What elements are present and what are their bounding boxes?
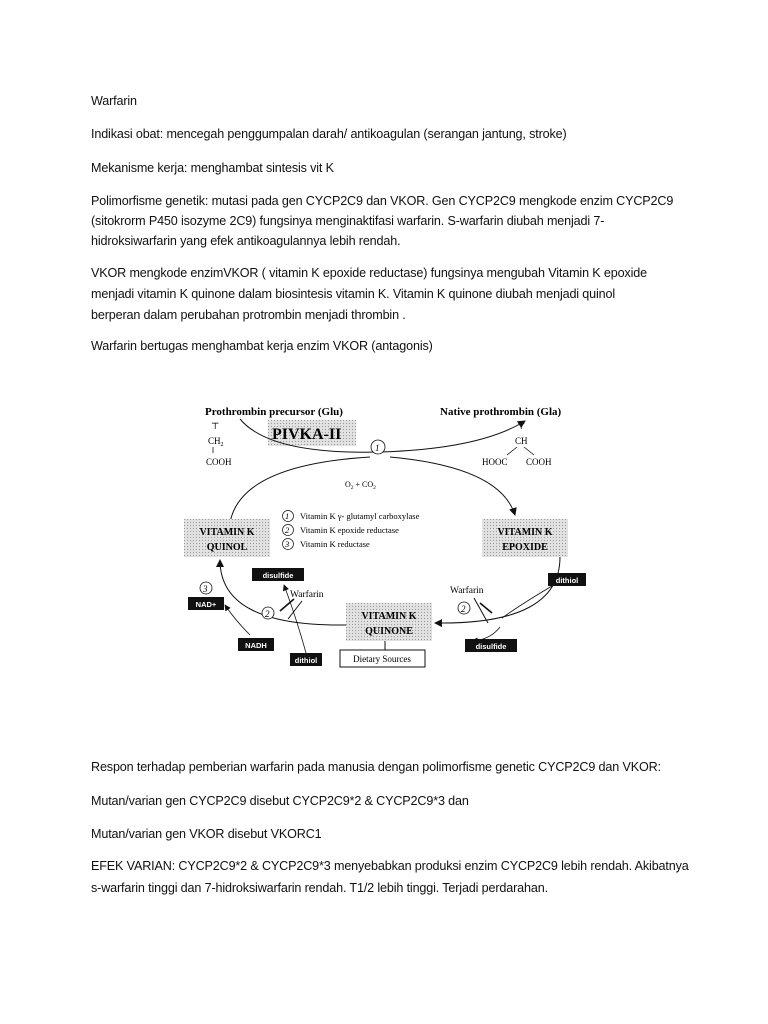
step-3-label: 3 bbox=[203, 584, 208, 594]
nadh-to-nad-arrow bbox=[225, 605, 250, 635]
bond-glyph-right: ⊤ bbox=[517, 421, 526, 431]
legend-text-3: Vitamin K reductase bbox=[300, 539, 370, 549]
inhibition-mark-left bbox=[280, 599, 294, 611]
bond-glyph-left: ⊤ bbox=[211, 421, 220, 431]
vkor-line-2: menjadi vitamin K quinone dalam biosintesis vitamin K. Vitamin K quinone diubah menjadi quinol bbox=[91, 287, 616, 301]
warfarin-task-text: Warfarin bertugas menghambat kerja enzim VKOR (antagonis) bbox=[91, 339, 433, 353]
legend-num-1: 1 bbox=[285, 511, 290, 521]
o2-co2-label: $O_2 + CO_2$ bbox=[345, 480, 376, 491]
legend-text-2: Vitamin K epoxide reductase bbox=[300, 525, 399, 535]
dithiol-right-label: dithiol bbox=[555, 576, 579, 585]
polimorfisme-line-2: (sitokrorm P450 isozyme 2C9) fungsinya menginaktifasi warfarin. S-warfarin diubah menjadi 7- bbox=[91, 214, 605, 228]
legend-text-1: Vitamin K γ- glutamyl carboxylase bbox=[300, 511, 420, 521]
mutan-cyp-text: Mutan/varian gen CYCP2C9 disebut CYCP2C9*2 & CYCP2C9*3 dan bbox=[91, 794, 469, 808]
dithiol-left-label: dithiol bbox=[294, 656, 318, 665]
mutan-vkor-text: Mutan/varian gen VKOR disebut VKORC1 bbox=[91, 827, 322, 841]
step-1-label: 1 bbox=[375, 443, 380, 453]
step-2-right-label: 2 bbox=[461, 604, 466, 614]
polimorfisme-line-1: Polimorfisme genetik: mutasi pada gen CYCP2C9 dan VKOR. Gen CYCP2C9 mengkode enzim CYCP2C9 bbox=[91, 194, 674, 208]
indikasi-text: Indikasi obat: mencegah penggumpalan darah/ antikoagulan (serangan jantung, stroke) bbox=[91, 127, 567, 141]
nadh-label: NADH bbox=[245, 641, 267, 650]
mekanisme-text: Mekanisme kerja: menghambat sintesis vit K bbox=[91, 161, 334, 175]
vkor-line-3: berperan dalam perubahan protrombin menjadi thrombin . bbox=[91, 308, 406, 322]
respon-text: Respon terhadap pemberian warfarin pada manusia dengan polimorfisme genetic CYCP2C9 dan VKOR: bbox=[91, 760, 661, 774]
native-prothrombin-label: Native prothrombin (Gla) bbox=[440, 406, 562, 418]
doc-title: Warfarin bbox=[91, 94, 137, 108]
disulfide-right-label: disulfide bbox=[475, 642, 507, 651]
vitamin-k-quinol-label-2: QUINOL bbox=[206, 542, 248, 553]
warfarin-right-label: Warfarin bbox=[450, 586, 484, 596]
polimorfisme-line-3: hidroksiwarfarin yang efek antikoagulannya lebih rendah. bbox=[91, 234, 401, 248]
prothrombin-precursor-label: Prothrombin precursor (Glu) bbox=[205, 406, 343, 418]
dietary-sources-label: Dietary Sources bbox=[353, 654, 411, 664]
disulfide-right-arrow bbox=[472, 627, 500, 641]
vitamin-k-epoxide-label-1: VITAMIN K bbox=[497, 527, 553, 538]
efek-line-1: EFEK VARIAN: CYCP2C9*2 & CYCP2C9*3 menyebabkan produksi enzim CYCP2C9 lebih rendah. Akibatnya bbox=[91, 859, 689, 873]
cooh-right-label: COOH bbox=[526, 457, 552, 467]
disulfide-left-label: disulfide bbox=[262, 571, 294, 580]
legend-num-3: 3 bbox=[285, 539, 290, 549]
vitamin-k-quinol-label-1: VITAMIN K bbox=[199, 527, 255, 538]
step-2-left-label: 2 bbox=[265, 609, 270, 619]
bond-line-right-b bbox=[524, 447, 534, 455]
cooh-left-label: COOH bbox=[206, 457, 232, 467]
ch-label: CH bbox=[515, 436, 528, 446]
warfarin-right-pointer bbox=[474, 598, 488, 623]
vitamin-k-quinone-label-2: QUINONE bbox=[365, 626, 413, 637]
vitamin-k-quinone-label-1: VITAMIN K bbox=[361, 611, 417, 622]
ch2-label: $CH_2$ bbox=[208, 436, 224, 448]
pivka-label: PIVKA-II bbox=[272, 426, 342, 443]
vitamin-k-epoxide-label-2: EPOXIDE bbox=[502, 542, 548, 553]
nad-label: NAD+ bbox=[195, 600, 217, 609]
warfarin-left-label: Warfarin bbox=[290, 590, 324, 600]
dithiol-right-arrow bbox=[502, 586, 552, 618]
legend-num-2: 2 bbox=[285, 525, 290, 535]
vitamin-k-cycle-diagram bbox=[180, 395, 600, 680]
hooc-label: HOOC bbox=[482, 457, 508, 467]
efek-line-2: s-warfarin tinggi dan 7-hidroksiwarfarin rendah. T1/2 lebih tinggi. Terjadi perdarahan. bbox=[91, 881, 548, 895]
bond-line-right-a bbox=[507, 447, 517, 455]
vkor-line-1: VKOR mengkode enzimVKOR ( vitamin K epoxide reductase) fungsinya mengubah Vitamin K epoxide bbox=[91, 266, 647, 280]
